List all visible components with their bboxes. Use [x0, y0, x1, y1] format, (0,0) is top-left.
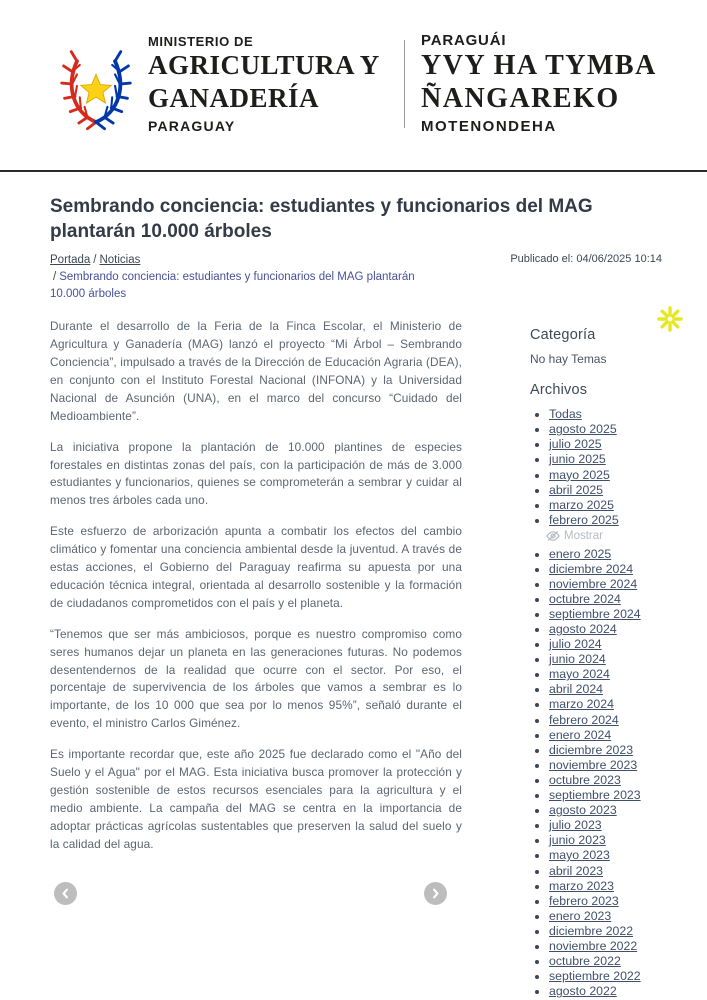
archive-link[interactable]: abril 2023: [549, 863, 604, 878]
article-body: [50, 318, 462, 999]
archive-link[interactable]: noviembre 2023: [549, 757, 638, 772]
star-icon: [81, 74, 111, 103]
paraguay-coat-of-arms-logo: [56, 36, 136, 132]
archive-item: [549, 697, 662, 712]
breadcrumb-noticias-link[interactable]: Noticias: [99, 254, 141, 267]
archive-link[interactable]: agosto 2022: [549, 984, 617, 999]
archive-link[interactable]: Todas: [549, 407, 582, 422]
archive-link[interactable]: octubre 2023: [549, 772, 621, 787]
archive-item: [549, 422, 662, 437]
main-content: [50, 194, 662, 999]
article-meta: [50, 252, 662, 303]
archive-item: [549, 969, 662, 984]
archive-item: [549, 713, 662, 728]
archive-link[interactable]: mayo 2024: [549, 667, 610, 682]
archive-item: [549, 743, 662, 758]
breadcrumb-separator: /: [53, 271, 57, 284]
archive-link[interactable]: junio 2023: [549, 833, 606, 848]
archive-link[interactable]: febrero 2025: [549, 512, 619, 527]
archive-item: [549, 483, 662, 498]
archive-item: [549, 939, 662, 954]
archive-item: [549, 954, 662, 969]
archive-item: [549, 833, 662, 848]
archive-item: [549, 607, 662, 622]
archive-link[interactable]: agosto 2024: [549, 622, 617, 637]
archive-link[interactable]: marzo 2025: [549, 497, 614, 512]
archive-link[interactable]: julio 2025: [549, 437, 602, 452]
archive-link[interactable]: abril 2025: [549, 482, 604, 497]
archive-link[interactable]: octubre 2022: [549, 954, 621, 969]
archive-item: [549, 513, 662, 547]
archive-item: [549, 984, 662, 999]
archive-item: [549, 577, 662, 592]
archive-link[interactable]: febrero 2023: [549, 893, 619, 908]
archive-item: [549, 667, 662, 682]
archive-link[interactable]: julio 2023: [549, 818, 602, 833]
archive-link[interactable]: septiembre 2023: [549, 788, 641, 803]
archive-item: [549, 407, 662, 422]
archive-link[interactable]: marzo 2024: [549, 697, 614, 712]
archive-link[interactable]: enero 2024: [549, 727, 612, 742]
header-divider: [404, 40, 405, 128]
archive-link[interactable]: enero 2023: [549, 908, 612, 923]
archive-item: [549, 622, 662, 637]
site-header: [56, 32, 657, 135]
archive-link[interactable]: julio 2024: [549, 637, 602, 652]
chevron-left-icon: [59, 887, 72, 900]
guarani-line2: YVY HA TYMBA: [421, 50, 657, 81]
article-paragraph: “Tenemos que ser más ambiciosos, porque es nuestro compromiso como seres humanos dejar un planeta en las generaciones futuras. No podemos desentendernos de la realidad que ocurre con el sector. Por eso, el porcentaje de supervivencia de los árboles que vamos a sembrar es lo importante, de los 10 000 que sea por lo menos 95%”, señaló durante el evento, el ministro Carlos Giménez.: [50, 626, 462, 731]
archive-item: [549, 547, 662, 562]
archive-item: [549, 848, 662, 863]
archive-link[interactable]: agosto 2023: [549, 803, 617, 818]
archives-heading: Archivos: [530, 382, 588, 399]
archive-link[interactable]: noviembre 2024: [549, 576, 638, 591]
mostrar-eye-icon: [546, 530, 560, 542]
header-rule: [0, 170, 707, 172]
mostrar-overlay[interactable]: [541, 528, 605, 545]
breadcrumb-current[interactable]: Sembrando conciencia: estudiantes y funcionarios del MAG plantarán 10.000 árboles: [50, 271, 415, 301]
archive-link[interactable]: septiembre 2024: [549, 606, 641, 621]
archive-link[interactable]: octubre 2024: [549, 591, 621, 606]
archive-link[interactable]: mayo 2023: [549, 848, 610, 863]
archive-item: [549, 909, 662, 924]
archive-item: [549, 562, 662, 577]
ministry-line4: PARAGUAY: [148, 117, 236, 134]
asterisk-spinner-icon: [656, 305, 684, 333]
breadcrumb-separator: /: [93, 254, 97, 267]
archive-link[interactable]: septiembre 2022: [549, 969, 641, 984]
sidebar: [530, 318, 662, 999]
archive-item: [549, 682, 662, 697]
archive-item: [549, 773, 662, 788]
archive-item: [549, 452, 662, 467]
breadcrumb-current-row: [50, 269, 450, 303]
published-date: Publicado el: 04/06/2025 10:14: [510, 253, 662, 266]
page-title: Sembrando conciencia: estudiantes y funcionarios del MAG plantarán 10.000 árboles: [50, 196, 593, 243]
archive-link[interactable]: agosto 2025: [549, 422, 617, 437]
chevron-right-icon: [429, 887, 442, 900]
archive-item: [549, 592, 662, 607]
ministry-wordmark: [148, 34, 400, 134]
article-paragraph: Durante el desarrollo de la Feria de la Finca Escolar, el Ministerio de Agricultura y Ganadería (MAG) lanzó el proyecto “Mi Árbol – Sembrando Conciencia”, impulsado a través de la Dirección de Educación Agraria (DEA), en conjunto con el Instituto Forestal Nacional (INFONA) y la Universidad Nacional de Asunción (UNA), en el marco del concurso “Cuidado del Medioambiente”.: [50, 319, 462, 423]
archive-link[interactable]: mayo 2025: [549, 467, 610, 482]
category-empty-text: No hay Temas: [530, 352, 607, 367]
archive-item: [549, 652, 662, 667]
guarani-wordmark: [421, 32, 657, 135]
archive-item: [549, 818, 662, 833]
archive-link[interactable]: diciembre 2022: [549, 923, 634, 938]
archive-item: [549, 758, 662, 773]
guarani-line4: MOTENONDEHA: [421, 118, 557, 135]
archive-item: [549, 879, 662, 894]
archive-link[interactable]: enero 2025: [549, 546, 612, 561]
archive-link[interactable]: noviembre 2022: [549, 938, 638, 953]
guarani-line3: ÑANGAREKO: [421, 83, 620, 114]
ministry-line1: MINISTERIO DE: [148, 33, 254, 49]
archive-item: [549, 498, 662, 513]
article-paragraph: La iniciativa propone la plantación de 10.000 plantines de especies forestales en distintas zonas del país, con la participación de más de 3.000 estudiantes y funcionarios, quienes se comprometerán a sembrar y cuidar al menos tres árboles cada uno.: [50, 439, 462, 508]
archive-link[interactable]: abril 2024: [549, 682, 604, 697]
ministry-line3: GANADERÍA: [148, 82, 320, 113]
archive-link[interactable]: marzo 2023: [549, 878, 614, 893]
breadcrumb: [50, 252, 450, 303]
article-paragraph: Este esfuerzo de arborización apunta a combatir los efectos del cambio climático y fomentar una conciencia ambiental desde la juventud. A través de estas acciones, el Gobierno del Paraguay reafirma su apuesta por una educación técnica integral, orientada al desarrollo sostenible y la formación de ciudadanos comprometidos con el país y el planeta.: [50, 524, 462, 610]
archive-item: [549, 894, 662, 909]
archives-list: [530, 407, 662, 999]
archive-link[interactable]: junio 2024: [549, 652, 606, 667]
mostrar-label: Mostrar: [564, 529, 603, 542]
archive-item: [549, 803, 662, 818]
archive-link[interactable]: diciembre 2023: [549, 742, 634, 757]
guarani-line1: PARAGUÁI: [421, 32, 507, 49]
archive-item: [549, 728, 662, 743]
content-columns: [50, 318, 662, 999]
article-paragraph: Es importante recordar que, este año 2025 fue declarado como el "Año del Suelo y el Agua" por el MAG. Esta iniciativa busca promover la protección y gestión sostenible de estos recursos esenciales para la agricultura y el medio ambiente. La campaña del MAG se centra en la importancia de adoptar prácticas agrícolas sustentables que preserven la salud del suelo y la calidad del agua.: [50, 747, 462, 851]
archive-link[interactable]: diciembre 2024: [549, 561, 634, 576]
archive-item: [549, 788, 662, 803]
archive-link[interactable]: febrero 2024: [549, 712, 619, 727]
next-article-button[interactable]: [424, 882, 447, 905]
ministry-line2: AGRICULTURA Y: [148, 49, 380, 80]
archive-item: [549, 437, 662, 452]
archive-item: [549, 637, 662, 652]
archive-link[interactable]: junio 2025: [549, 452, 606, 467]
archive-item: [549, 864, 662, 879]
breadcrumb-portada-link[interactable]: Portada: [50, 254, 91, 267]
archive-item: [549, 468, 662, 483]
category-heading: Categoría: [530, 327, 596, 344]
archive-item: [549, 924, 662, 939]
previous-article-button[interactable]: [54, 882, 77, 905]
